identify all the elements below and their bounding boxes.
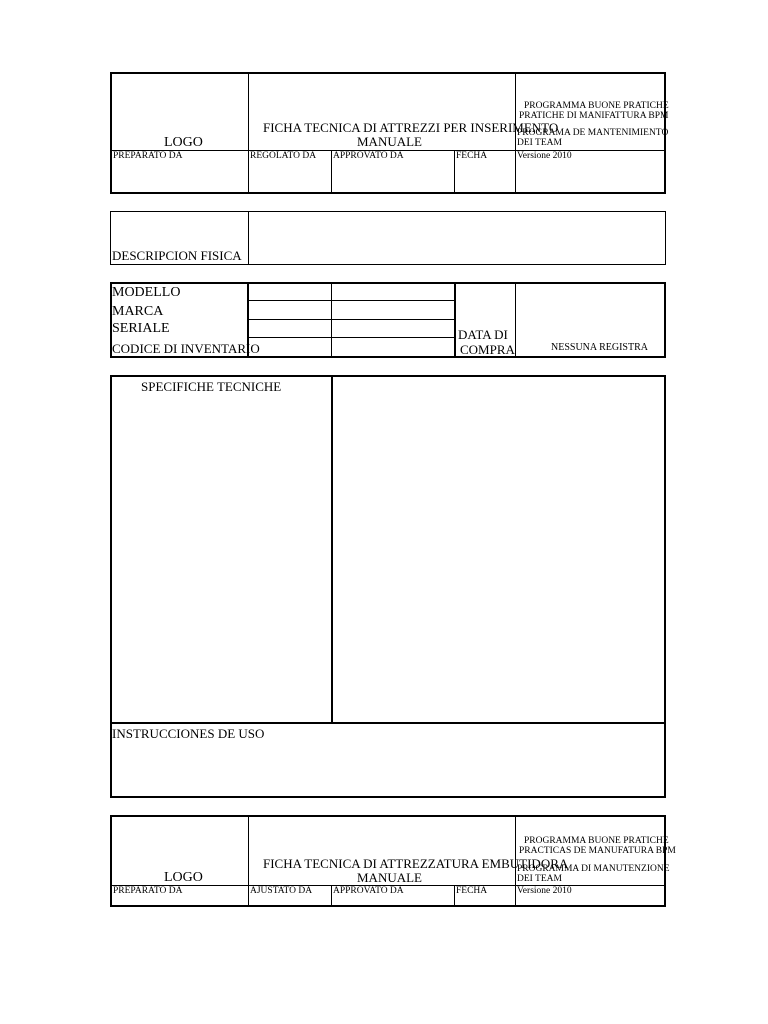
instructions-label: INSTRUCCIONES DE USO bbox=[112, 726, 265, 741]
model-label: MODELLO bbox=[112, 285, 181, 300]
header-divider bbox=[248, 73, 249, 193]
prepared-by-label: PREPARATO DA bbox=[113, 886, 183, 896]
adjusted-by-label: AJUSTATO DA bbox=[250, 886, 313, 896]
purchase-date-label: DATA DI bbox=[458, 327, 508, 342]
details-row-divider bbox=[248, 337, 454, 338]
header-divider bbox=[454, 150, 455, 193]
details-divider bbox=[515, 283, 516, 357]
program-line-1: PROGRAMMA BUONE PRATICHE bbox=[524, 101, 669, 111]
form-title: FICHA TECNICA DI ATTREZZATURA EMBUTIDORA bbox=[263, 856, 569, 871]
no-record-label: NESSUNA REGISTRA bbox=[551, 342, 648, 353]
program-line-3: PROGRAMMA DI MANUTENZIONE bbox=[517, 864, 670, 874]
date-label: FECHA bbox=[456, 886, 488, 896]
program-line-4: DEI TEAM bbox=[517, 874, 562, 884]
details-row-divider bbox=[248, 319, 454, 320]
program-line-2: PRATICHE DI MANIFATTURA BPM bbox=[519, 111, 669, 121]
form-title-line2: MANUALE bbox=[357, 134, 422, 149]
details-row-divider bbox=[248, 300, 454, 301]
inventory-code-label: CODICE DI INVENTARIO bbox=[112, 341, 260, 356]
form-title: FICHA TECNICA DI ATTREZZI PER INSERIMENTO bbox=[263, 120, 559, 135]
description-label: DESCRIPCION FISICA bbox=[112, 248, 242, 263]
purchase-date-label-line2: COMPRA bbox=[460, 342, 515, 357]
description-divider bbox=[248, 212, 249, 264]
logo-label: LOGO bbox=[164, 870, 203, 885]
prepared-by-label: PREPARATO DA bbox=[113, 151, 183, 161]
approved-by-label: APPROVATO DA bbox=[333, 886, 404, 896]
details-divider bbox=[331, 283, 332, 357]
program-line-4: DEI TEAM bbox=[517, 138, 562, 148]
serial-label: SERIALE bbox=[112, 321, 170, 336]
header-divider bbox=[454, 885, 455, 906]
form-title-line2: MANUALE bbox=[357, 870, 422, 885]
instructions-divider bbox=[111, 722, 665, 724]
approved-by-label: APPROVATO DA bbox=[333, 151, 404, 161]
header-divider bbox=[331, 150, 332, 193]
specs-label: SPECIFICHE TECNICHE bbox=[141, 379, 282, 394]
details-divider bbox=[454, 283, 456, 357]
header-divider bbox=[248, 816, 249, 906]
date-label: FECHA bbox=[456, 151, 488, 161]
version-label: Versione 2010 bbox=[517, 886, 572, 896]
logo-label: LOGO bbox=[164, 135, 203, 150]
program-line-1: PROGRAMMA BUONE PRATICHE bbox=[524, 836, 669, 846]
version-label: Versione 2010 bbox=[517, 151, 572, 161]
program-line-2: PRACTICAS DE MANUFATURA BPM bbox=[519, 846, 676, 856]
brand-label: MARCA bbox=[112, 304, 164, 319]
program-line-3: PROGRAMA DE MANTENIMIENTO bbox=[517, 128, 669, 138]
header-divider bbox=[331, 885, 332, 906]
regulated-by-label: REGOLATO DA bbox=[250, 151, 317, 161]
specs-divider bbox=[331, 376, 333, 723]
